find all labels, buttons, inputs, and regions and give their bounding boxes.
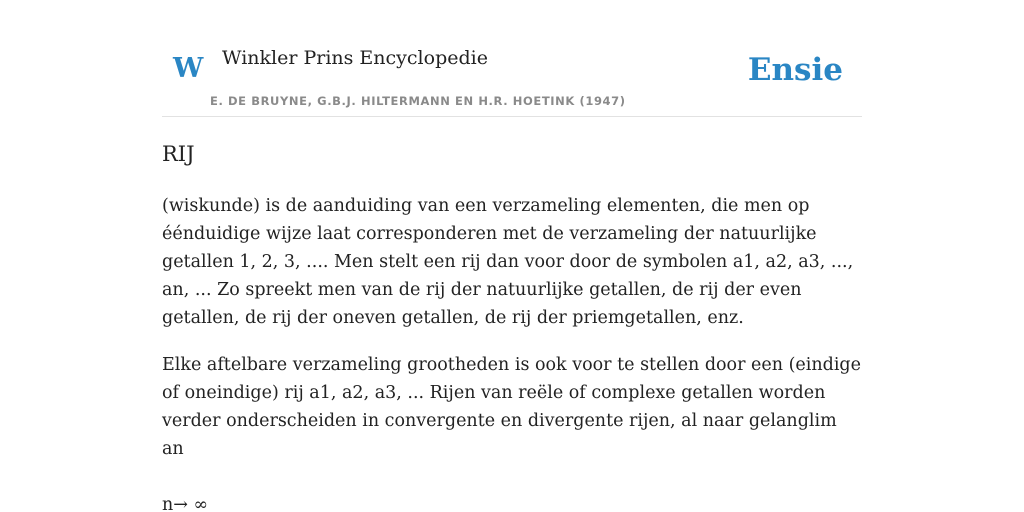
winkler-prins-logo[interactable]: W <box>173 53 204 84</box>
article-paragraph-1: (wiskunde) is de aanduiding van een verzameling elementen, die men op éénduidige wijze laat corresponderen met de verzameling der natuurlijke getallen 1, 2, 3, .... Men stelt een rij dan voor door de symbolen a1, a2, a3, ..., an, ... Zo spreekt men van de rij der natuurlijke getallen, de rij der even getallen, de rij der oneven getallen, de rij der priemgetallen, enz. <box>162 196 854 328</box>
source-authors: E. DE BRUYNE, G.B.J. HILTERMANN EN H.R. HOETINK (1947) <box>210 94 626 108</box>
header <box>162 0 862 117</box>
ensie-logo[interactable]: Ensie <box>747 52 843 88</box>
source-title[interactable]: Winkler Prins Encyclopedie <box>222 47 488 69</box>
article <box>162 138 862 512</box>
article-paragraph-2: Elke aftelbare verzameling grootheden is ook voor te stellen door een (eindige of oneindige) rij a1, a2, a3, ... Rijen van reële of complexe getallen worden verder onderscheiden in convergente en divergente rijen, al naar gelanglim an <box>162 355 861 459</box>
formula-limit: n→ ∞ <box>162 495 209 512</box>
entry-title: RIJ <box>162 142 195 166</box>
